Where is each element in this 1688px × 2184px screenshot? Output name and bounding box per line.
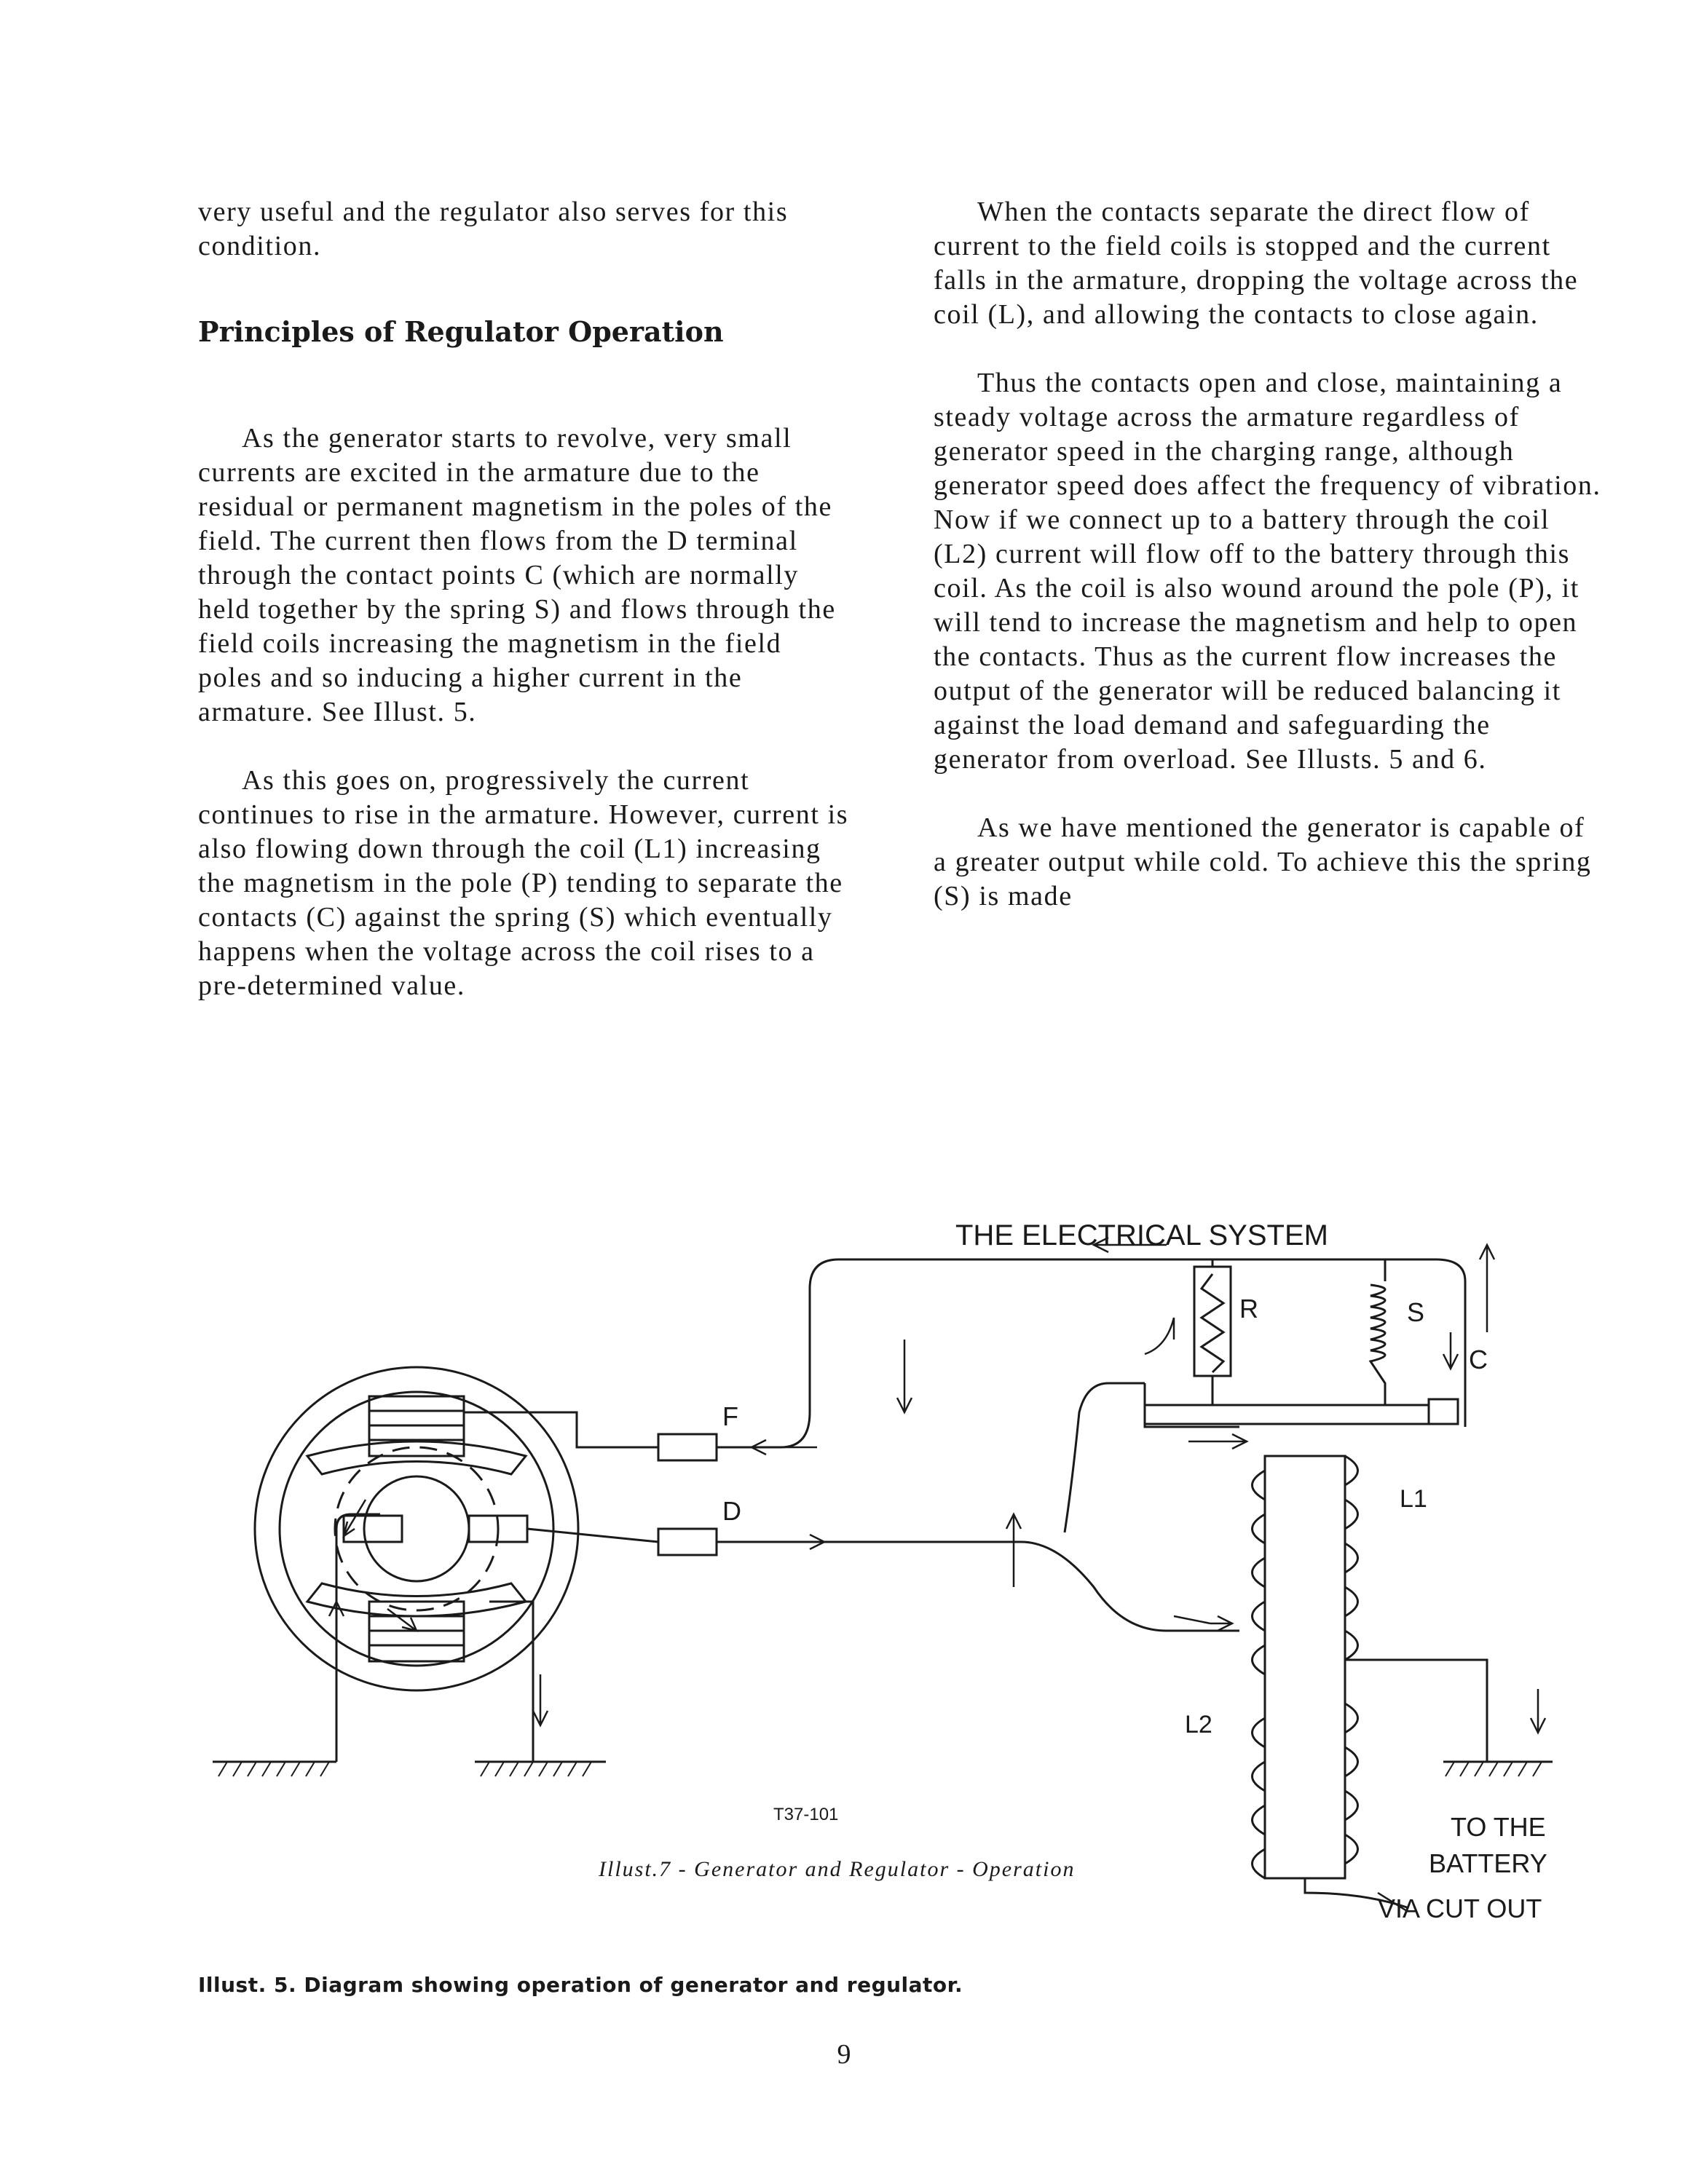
- battery-label-line3: VIA CUT OUT: [1378, 1894, 1542, 1923]
- diagram-code: T37-101: [773, 1805, 839, 1824]
- terminal-f: [658, 1434, 717, 1460]
- l1-ground-wire: [1345, 1660, 1487, 1762]
- coil-l2: [1253, 1704, 1358, 1878]
- left-ground-wire: [336, 1514, 380, 1762]
- section-heading: Principles of Regulator Operation: [198, 315, 724, 348]
- contact-arm: [1145, 1405, 1429, 1424]
- terminal-d: [658, 1529, 717, 1555]
- d-to-l2-wire: [717, 1542, 1239, 1631]
- armature-dashed-path: [335, 1447, 498, 1610]
- contact-c: [1429, 1399, 1458, 1424]
- resistor-r: [1194, 1267, 1231, 1376]
- d-to-armature-wire: [1065, 1383, 1145, 1532]
- resistor-zigzag: [1202, 1274, 1223, 1372]
- label-l1: L1: [1400, 1485, 1427, 1513]
- label-s: S: [1407, 1297, 1425, 1327]
- left-paragraph-3: As this goes on, progressively the current continues to rise in the armature. However, current is also flowing down through the coil (L1) increasing the magnetism in the pole (P) tending to separate the contacts (C) against the spring (S) which eventually happens when the voltage across the coil rises to a pre-determined value.: [198, 765, 849, 1001]
- battery-label-line1: TO THE: [1451, 1812, 1546, 1842]
- label-d: D: [722, 1496, 741, 1526]
- figure-caption: Illust. 5. Diagram showing operation of generator and regulator.: [198, 1973, 963, 1997]
- right-paragraph-3: As we have mentioned the generator is capable of a greater output while cold. To achieve this the spring (S) is made: [934, 812, 1592, 911]
- right-paragraph-2: Thus the contacts open and close, maintaining a steady voltage across the armature regardless of generator speed in the charging range, although generator speed does affect the frequency of vibration. Now if we connect up to a battery through the coil (L2) current will flow off to the battery through this coil. As the coil is also wound around the pole (P), it will tend to increase the magnetism and help to open the contacts. Thus as the current flow increases the output of the generator will be reduced balancing it against the load demand and safeguarding the generator from overload. See Illusts. 5 and 6.: [934, 368, 1601, 775]
- diagram-header: THE ELECTRICAL SYSTEM: [955, 1219, 1328, 1251]
- coil-l1: [1253, 1456, 1358, 1674]
- armature: [364, 1476, 469, 1581]
- generator-inner-ring: [280, 1392, 553, 1666]
- flow-arrows: [329, 1238, 1545, 1911]
- left-paragraph-2: As the generator starts to revolve, very small currents are excited in the armature due to the residual or permanent magnetism in the poles of the field. The current then flows from the D terminal through the contact points C (which are normally held together by the spring S) and flows through the field coils increasing the magnetism in the field poles and so inducing a higher current in the armature. See Illust. 5.: [198, 423, 836, 727]
- right-ground-wire: [489, 1602, 533, 1762]
- left-paragraph-1: very useful and the regulator also serves for this condition.: [198, 197, 789, 261]
- label-l2: L2: [1185, 1711, 1212, 1738]
- spring-s: [1370, 1259, 1385, 1405]
- field-wire: [464, 1412, 658, 1447]
- right-column: [934, 195, 1604, 948]
- battery-label-line2: BATTERY: [1429, 1848, 1547, 1878]
- label-c: C: [1469, 1345, 1488, 1374]
- right-paragraph-1: When the contacts separate the direct flow of current to the field coils is stopped and the current falls in the armature, dropping the voltage across the coil (L), and allowing the contacts to close again.: [934, 197, 1579, 330]
- left-brush: [344, 1516, 402, 1542]
- illust-7-caption: Illust.7 - Generator and Regulator - Operation: [599, 1857, 1076, 1881]
- left-column: [198, 195, 853, 1037]
- regulator-core: [1265, 1456, 1345, 1878]
- field-circuit-wire: [717, 1259, 1465, 1447]
- brush-to-d-wire: [527, 1529, 658, 1542]
- label-r: R: [1239, 1294, 1258, 1324]
- top-pole-shoe: [307, 1441, 526, 1474]
- page-number: 9: [837, 2039, 851, 2070]
- generator-regulator-diagram: [198, 1194, 1582, 1966]
- label-f: F: [722, 1401, 738, 1431]
